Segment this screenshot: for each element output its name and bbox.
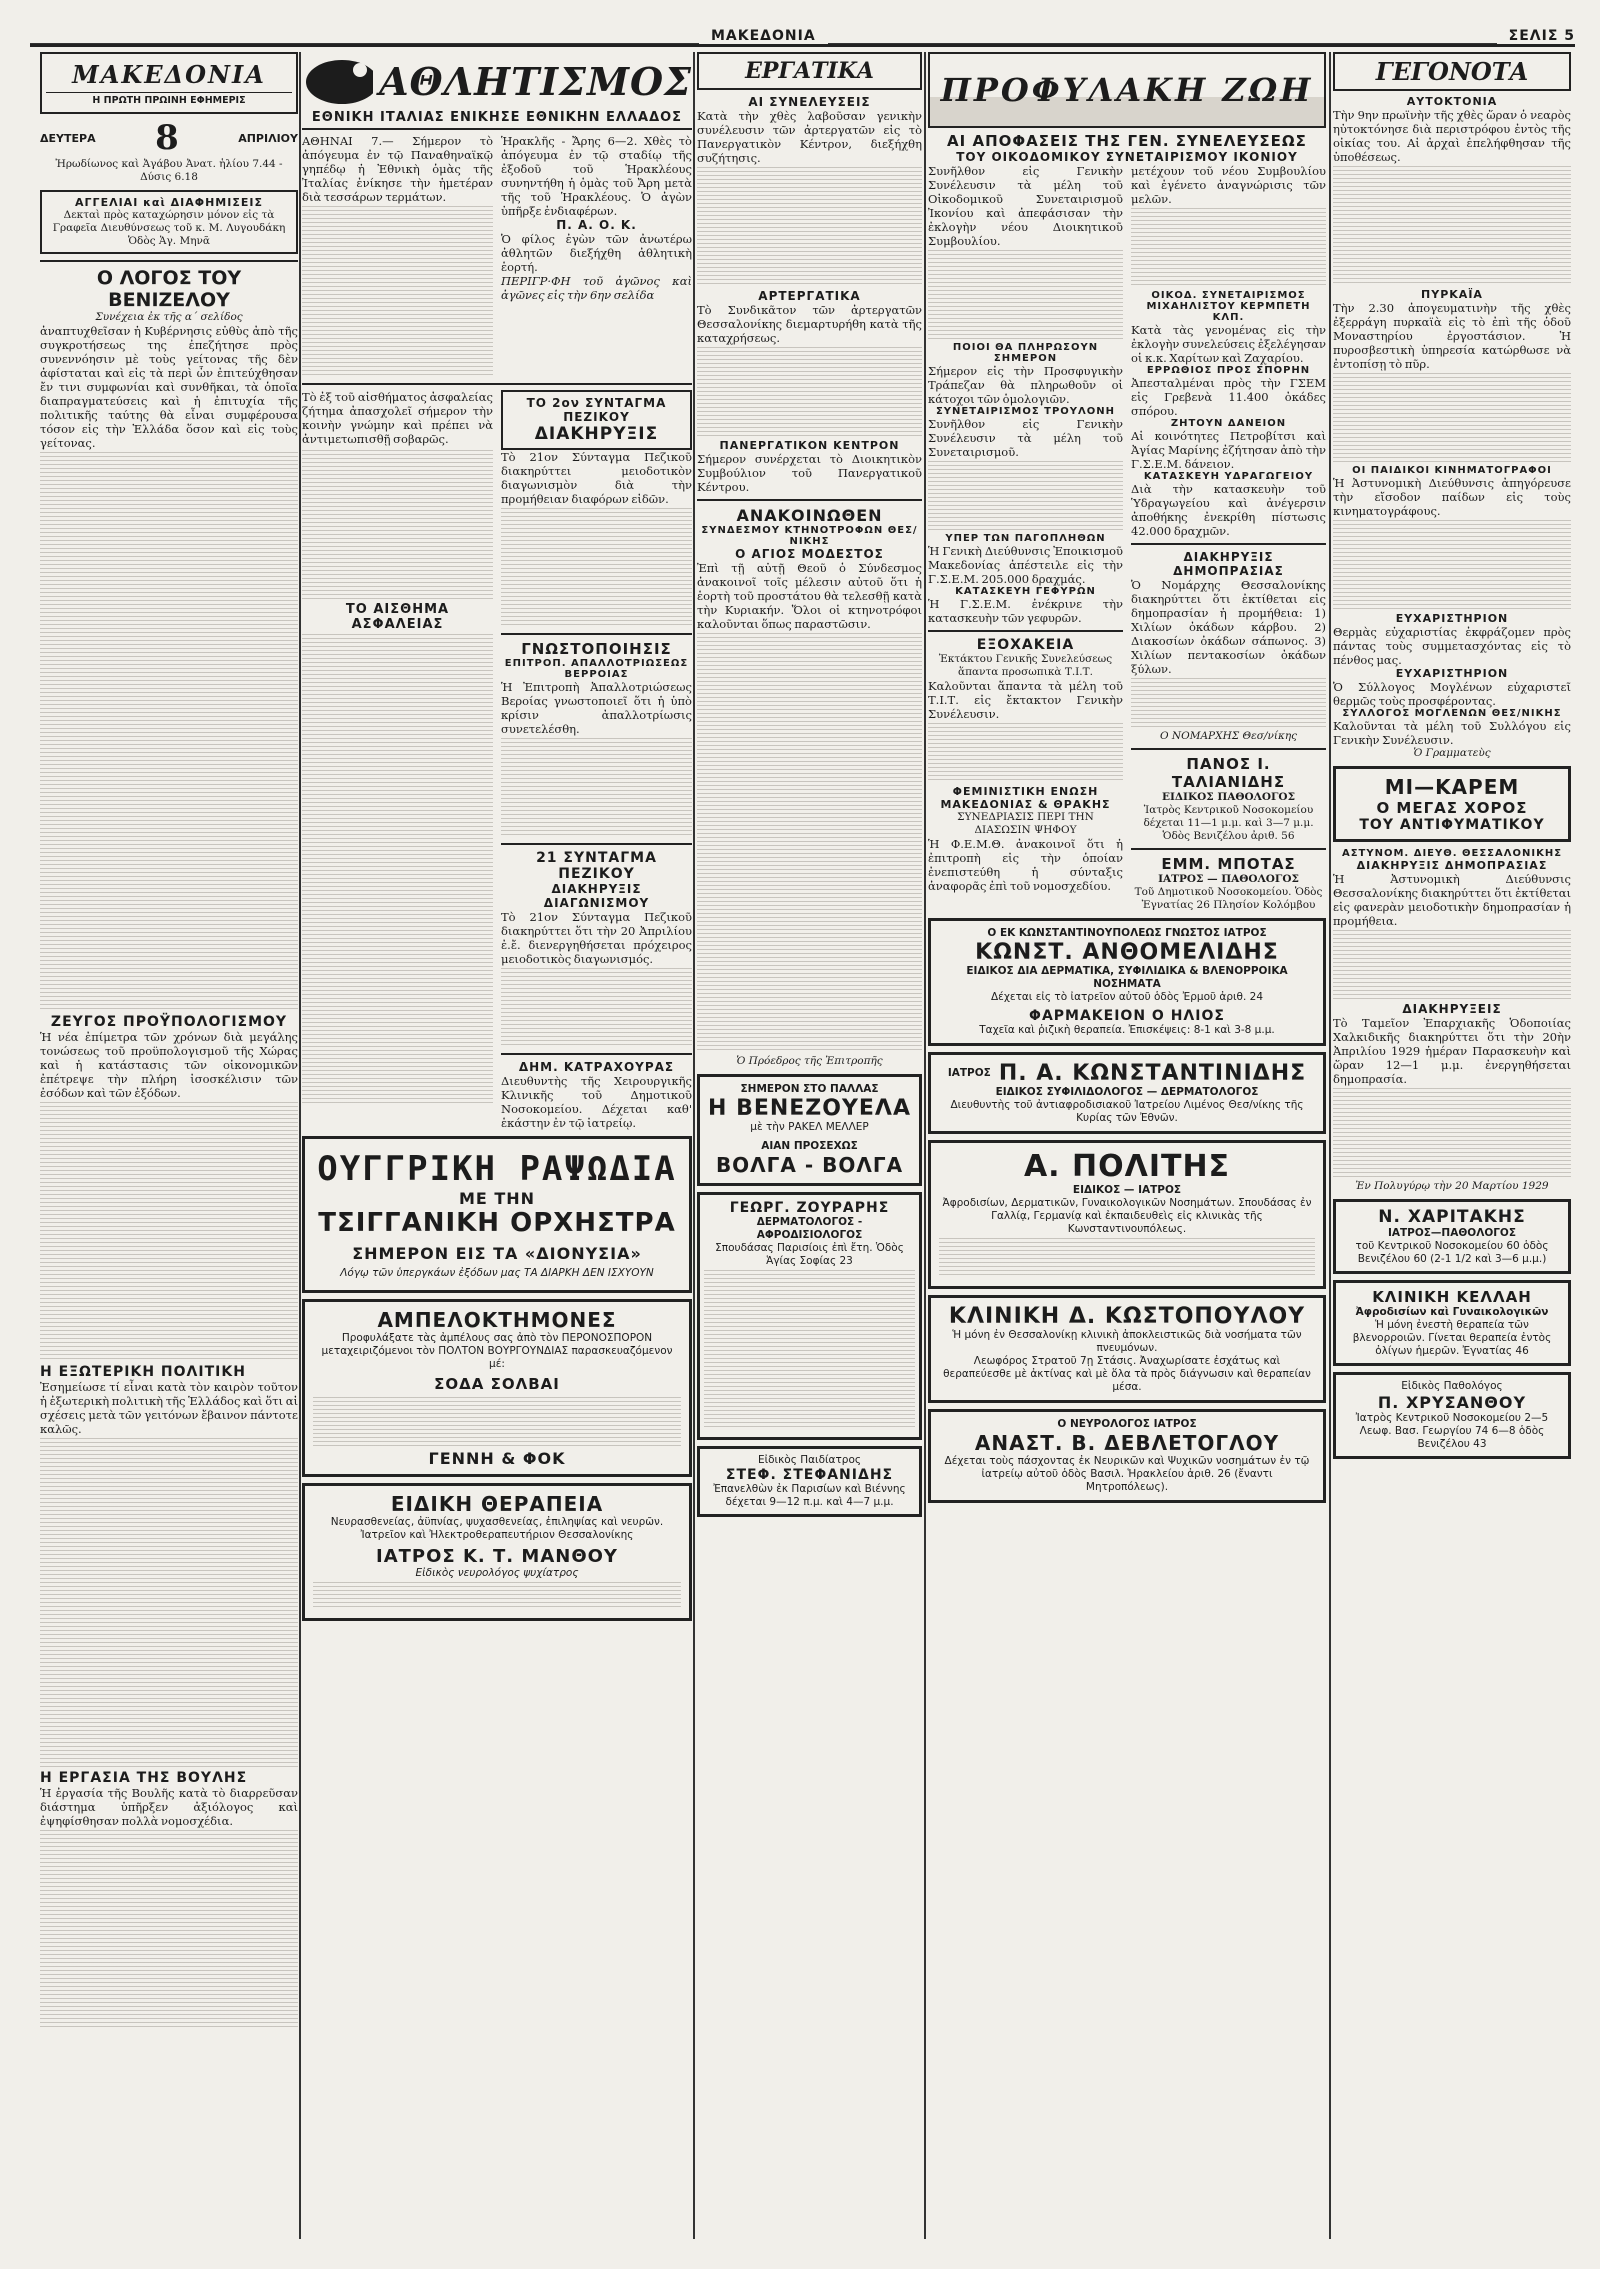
kellai-ad <box>1333 1280 1571 1366</box>
mi-careme-ad <box>1333 766 1571 842</box>
text-block <box>40 1102 298 1362</box>
sowing-title: ΕΡΡΩΘΙΟΣ ΠΡΟΣ ΣΠΟΡΗΝ <box>1146 365 1311 376</box>
venezuela-title: Η ΒΕΝΕΖΟΥΕΛΑ <box>708 1096 911 1121</box>
fire-title: ΠΥΡΚΑΪΑ <box>1421 288 1483 301</box>
botas-sub: ΙΑΤΡΟΣ — ΠΑΘΟΛΟΓΟΣ <box>1158 873 1299 885</box>
article-budget-text: Ἡ νέα ἐπίμετρα τῶν χρόνων διὰ μεγάλης τονώσεως τοῦ προϋπολογισμοῦ τῆς Χώρας καὶ ἡ κατάστασις τῶν οἰκονομικῶν ἐπέτρεψε τὴν πλήρη ἰσοσκέλισιν τῶν ἐσόδων καὶ τῶν ἐξόδων. <box>40 1030 298 1100</box>
article-parliament-text: Ἡ ἐργασία τῆς Βουλῆς κατὰ τὸ διαρρεῦσαν διάστημα ὑπῆρξεν ἀξιόλογος καὶ ἐψηφίσθησαν πολλὰ νομοσχέδια. <box>40 1786 298 1828</box>
therapy-specialty: Εἰδικὸς νευρολόγος ψυχίατρος <box>415 1567 579 1579</box>
vineyard-brand: ΓΕΝΝΗ & ΦΟΚ <box>428 1449 566 1468</box>
venezuela-ad <box>697 1074 922 1186</box>
vineyard-ad <box>302 1299 692 1477</box>
therapy-text: Νευρασθενείας, ἀϋπνίας, ψυχασθενείας, ἐπιληψίας καὶ νευρῶν. Ἰατρεῖον καὶ Ἠλεκτροθεραπευτήριον Θεσσαλονίκης <box>330 1516 664 1541</box>
rhapsody-with: ΜΕ ΤΗΝ <box>458 1189 536 1208</box>
text-block <box>697 633 922 1053</box>
anthomelidis-ad <box>928 918 1326 1046</box>
masthead-paper-name: ΜΑΚΕΔΟΝΙΑ <box>710 28 816 44</box>
text-block <box>40 1438 298 1768</box>
pharmacy-text: Ταχεῖα καὶ ῥιζικὴ θεραπεία. Ἐπισκέψεις: 8-1 καὶ 3-8 μ.μ. <box>979 1024 1275 1036</box>
gnosto-title: ΓΝΩΣΤΟΠΟΙΗΣΙΣ <box>521 640 672 658</box>
moglena-sign: Ὁ Γραμματεὺς <box>1413 747 1491 759</box>
kostopoulos-text: Λεωφόρος Στρατοῦ 7ῃ Στάσις. Ἀναχωρίσατε ἐσχάτως καὶ θεραπεύεσθε μὲ ἀκτίνας καὶ μὲ ὅλα τὰ πρὸς διάγνωσιν καὶ θεραπείαν μέσα. <box>943 1355 1311 1393</box>
article-parliament-title: Η ΕΡΓΑΣΙΑ ΤΗΣ ΒΟΥΛΗΣ <box>40 1770 248 1786</box>
column-divider <box>299 52 301 2239</box>
gnosto-sub: ΕΠΙΤΡΟΠ. ΑΠΑΛΛΟΤΡΙΩΣΕΩΣ ΒΕΡΡΟΙΑΣ <box>504 658 689 680</box>
regiment2-sub: ΔΙΑΚΗΡΥΞΙΣ <box>534 424 659 444</box>
date-day: ΔΕΥΤΕΡΑ <box>40 131 96 145</box>
botas-title: ΕΜΜ. ΜΠΟΤΑΣ <box>1161 855 1296 873</box>
text-block <box>1333 930 1571 1000</box>
charitakis-ad <box>1333 1199 1571 1274</box>
article-venizelos-sub: Συνέχεια ἐκ τῆς α΄ σελίδος <box>95 311 243 323</box>
michailistou-text: Κατὰ τὰς γενομένας εἰς τὴν ἐκλογὴν συνελεύσεις ἐξελέγησαν οἱ κ.κ. Χαρίτων καὶ Ζαχαρίου. <box>1131 323 1326 365</box>
gnosto-text: Ἡ Ἐπιτροπὴ Ἀπαλλοτριώσεως Βεροίας γνωστοποιεῖ ὅτι ἡ ὑπὸ κρίσιν ἀπαλλοτρίωσις συνετελέσθη. <box>501 680 692 736</box>
text-block <box>1333 373 1571 463</box>
date-month: ΑΠΡΙΛΙΟΥ <box>238 131 298 145</box>
ikonion-text2: μετέχουν τοῦ νέου Συμβουλίου καὶ ἐγένετο ἀναγνώρισις τῶν μελῶν. <box>1131 164 1326 206</box>
anthomelidis-pre: Ο ΕΚ ΚΩΝΣΤΑΝΤΙΝΟΥΠΟΛΕΩΣ ΓΝΩΣΤΟΣ ΙΑΤΡΟΣ <box>987 927 1267 939</box>
labour-text1: Κατὰ τὴν χθὲς λαβοῦσαν γενικὴν συνέλευσιν τῶν ἀρτεργατῶν εἰς τὸ Πανεργατικὸν Κέντρον, διεξήχθη συζήτησις. <box>697 109 922 165</box>
charitakis-text: τοῦ Κεντρικοῦ Νοσοκομείου 60 ὁδὸς Βενιζέλου 60 (2-1 1/2 καὶ 3—6 μ.μ.) <box>1355 1240 1549 1265</box>
excursions-sub: Ἐκτάκτου Γενικῆς Συνελεύσεως ἅπαντα προσωπικὰ Τ.Ι.Τ. <box>938 653 1113 678</box>
text-block <box>302 634 493 1104</box>
text-block <box>1131 678 1326 728</box>
text-block <box>1333 166 1571 286</box>
devletoglou-title: ΑΝΑΣΤ. Β. ΔΕΒΛΕΤΟΓΛΟΥ <box>974 1431 1280 1455</box>
chrysanthou-title: Π. ΧΡΥΣΑΝΘΟΥ <box>1377 1393 1527 1412</box>
therapy-title: ΕΙΔΙΚΗ ΘΕΡΑΠΕΙΑ <box>390 1492 604 1516</box>
article-budget-title: ΖΕΥΓΟΣ ΠΡΟΫΠΟΛΟΓΙΣΜΟΥ <box>50 1014 288 1030</box>
proclamations-title: ΔΙΑΚΗΡΥΞΕΙΣ <box>1402 1002 1502 1016</box>
stefanidis-sub: Εἰδικὸς Παιδίατρος <box>757 1454 862 1466</box>
stefanidis-ad <box>697 1446 922 1517</box>
text-block <box>302 206 493 376</box>
text-block <box>697 347 922 437</box>
suicide-title: ΑΥΤΟΚΤΟΝΙΑ <box>1406 95 1498 108</box>
charitakis-sub: ΙΑΤΡΟΣ—ΠΑΘΟΛΟΓΟΣ <box>1387 1227 1517 1239</box>
announcement-text: Ἐπὶ τῇ αὐτῇ Θεοῦ ὁ Σύνδεσμος ἀνακοινοῖ τοῖς μέλεσιν αὐτοῦ ὅτι ἡ ἑορτὴ τοῦ προστάτου θὰ τελεσθῇ κατὰ τὴν Κυριακήν. Ὅλοι οἱ κτηνοτρόφοι καλοῦνται ὅπως παραστῶσιν. <box>697 561 922 631</box>
kostopoulos-ad <box>928 1295 1326 1403</box>
family-life-title: ΠΡΟΦΥΛΑΚΗ ΖΩΗ <box>940 71 1314 109</box>
troulone-text: Συνῆλθον εἰς Γενικὴν Συνέλευσιν τὰ μέλη τοῦ Συνεταιρισμοῦ. <box>928 417 1123 459</box>
devletoglou-ad <box>928 1409 1326 1503</box>
text-block <box>1131 208 1326 288</box>
ads-notice-title: ΑΓΓΕΛΙΑΙ καὶ ΔΙΑΦΗΜΙΣΕΙΣ <box>75 196 263 209</box>
frost-title: ΥΠΕΡ ΤΩΝ ΠΑΓΟΠΛΗΘΩΝ <box>945 533 1106 544</box>
sports-banner: ΑΘΛΗΤΙΣΜΟΣ <box>379 58 692 104</box>
devletoglou-text: Δέχεται τοὺς πάσχοντας ἐκ Νευρικῶν καὶ Ψυχικῶν νοσημάτων ἐν τῷ ἰατρείῳ αὐτοῦ ὁδὸς Βασιλ. Ἡρακλείου ἀριθ. 26 (ἔναντι Μητροπόλεως). <box>944 1455 1310 1493</box>
regiment2-box <box>501 390 692 450</box>
excursions-title: ΕΞΟΧΑΚΕΙΑ <box>976 637 1075 653</box>
stefanidis-text: Ἐπανελθὼν ἐκ Παρισίων καὶ Βιέννης δέχεται 9—12 π.μ. καὶ 4—7 μ.μ. <box>713 1483 906 1508</box>
sports-text: Ἡρακλῆς - Ἄρης 6—2. Χθὲς τὸ ἀπόγευμα ἐν τῷ σταδίῳ τῆς ἐξοδοῦ τοῦ Ἡρακλέους συνηντήθη ἡ ὁμὰς τοῦ Ἄρη μετὰ τῆς τοῦ Ἡρακλέους. Ὁ ἀγὼν ὑπῆρξε ἐνδιαφέρων. <box>501 134 692 218</box>
sowing-text: Ἀπεσταλμέναι πρὸς τὴν ΓΣΕΜ εἰς Γρεβενὰ 11.400 ὀκάδες σπόρου. <box>1131 376 1326 418</box>
sports-note: ΠΕΡΙΓΡ·ΦΗ τοῦ ἀγῶνος καὶ ἀγῶνες εἰς τὴν 6ην σελίδα <box>501 274 692 302</box>
feminist-text: Ἡ Φ.Ε.Μ.Θ. ἀνακοινοῖ ὅτι ἡ ἐπιτροπὴ εἰς τὴν ὁποίαν ἐνεπιστεύθη ἡ σύνταξις ἀναφορᾶς ἐπὶ τοῦ νομοσχεδίου. <box>928 837 1123 893</box>
text-block <box>928 250 1123 340</box>
text-block <box>40 1830 298 2030</box>
kellai-text: Ἡ μόνη ἐνεστὴ θεραπεία τῶν βλενορροιῶν. Γίνεται θεραπεία ἐντὸς ὀλίγων ἡμερῶν. Ἐγνατίας 46 <box>1352 1319 1552 1357</box>
ads-notice-box <box>40 190 298 254</box>
paok-title: Π. Α. Ο. Κ. <box>556 218 637 232</box>
zourares-text: Σπουδάσας Παρισίοις ἐπὶ ἔτη. Ὁδὸς Ἁγίας Σοφίας 23 <box>715 1242 904 1267</box>
article-foreign-title: Η ΕΞΩΤΕΡΙΚΗ ΠΟΛΙΤΙΚΗ <box>40 1364 246 1380</box>
text-block <box>704 1270 915 1430</box>
column-4 <box>928 52 1326 2239</box>
announcement-sign: Ὁ Πρόεδρος τῆς Ἐπιτροπῆς <box>736 1055 883 1067</box>
announcement-sub2: Ο ΑΓΙΟΣ ΜΟΔΕΣΤΟΣ <box>735 547 884 561</box>
article-venizelos-text: ἀναπτυχθεῖσαν ἡ Κυβέρνησις εὐθὺς ἀπὸ τῆς συγκροτήσεως της ἐπεζήτησε πρὸς συνεννόησιν μὲ τοὺς γείτονας τῆς δὲν ἀφίσταται καὶ εἰς τὰ περὶ ὧν ἐπιτεύχθησαν ἔν τινι συμφωνίαι καὶ συνθῆκαι, τὰ ὁποῖα διαπραγματεύσεις καὶ ἡ ἐπιτυχία τῆς πολιτικῆς ταύτης θὰ εἶναι συμφέρουσα τόσον εἰς τὴν Ἑλλάδα ὅσον καὶ εἰς τοὺς γείτονας. <box>40 324 298 450</box>
kostopoulos-sub: Ἡ μόνη ἐν Θεσσαλονίκῃ κλινικὴ ἀποκλειστικῶς διὰ νοσήματα τῶν πνευμόνων. <box>952 1329 1302 1354</box>
cinemas-title: ΟΙ ΠΑΙΔΙΚΟΙ ΚΙΝΗΜΑΤΟΓΡΑΦΟΙ <box>1352 465 1552 476</box>
labour-sub1: ΑΙ ΣΥΝΕΛΕΥΣΕΙΣ <box>748 95 871 109</box>
date-line <box>40 118 298 158</box>
events-title: ΓΕΓΟΝΟΤΑ <box>1375 57 1529 86</box>
page-masthead <box>30 22 1575 47</box>
feminist-title: ΦΕΜΙΝΙΣΤΙΚΗ ΕΝΩΣΗ <box>952 785 1099 798</box>
labour-sub2: ΑΡΤΕΡΓΑΤΙΚΑ <box>758 289 861 303</box>
kellai-title: ΚΛΙΝΙΚΗ ΚΕΛΛΑΗ <box>1372 1288 1532 1306</box>
zourares-title: ΓΕΩΡΓ. ΖΟΥΡΑΡΗΣ <box>729 1200 890 1216</box>
rhapsody-band: ΤΣΙΓΓΑΝΙΚΗ ΟΡΧΗΣΤΡΑ <box>318 1208 676 1238</box>
talianidis-text: Ἰατρὸς Κεντρικοῦ Νοσοκομείου δέχεται 11—1 μ.μ. καὶ 3—7 μ.μ. Ὁδὸς Βενιζέλου ἀριθ. 56 <box>1143 804 1314 842</box>
proclamations-text: Τὸ Ταμεῖον Ἐπαρχιακῆς Ὁδοποιίας Χαλκιδικῆς διακηρύττει ὅτι τὴν 20ὴν Ἀπριλίου 1929 ἡμέραν Παρασκευὴν καὶ ὥραν 12—1 μ.μ. ἐνεργηθήσεται δημοπρασία. <box>1333 1016 1571 1086</box>
anthomelidis-sub: ΕΙΔΙΚΟΣ ΔΙΑ ΔΕΡΜΑΤΙΚΑ, ΣΥΦΙΛΙΔΙΚΑ & ΒΛΕΝΟΡΡΟΙΚΑ ΝΟΣΗΜΑΤΑ <box>966 965 1288 990</box>
thanks-title: ΕΥΧΑΡΙΣΤΗΡΙΟΝ <box>1395 612 1509 625</box>
chrysanthou-text: Ἰατρὸς Κεντρικοῦ Νοσοκομείου 2—5 Λεωφ. Βασ. Γεωργίου 74 6—8 ὁδὸς Βενιζέλου 43 <box>1355 1412 1549 1450</box>
events-header <box>1333 52 1571 91</box>
article-venizelos-title: Ο ΛΟΓΟΣ ΤΟΥ ΒΕΝΙΖΕΛΟΥ <box>96 267 242 311</box>
talianidis-sub: ΕΙΔΙΚΟΣ ΠΑΘΟΛΟΓΟΣ <box>1162 791 1295 803</box>
date-note: Ἠρωδίωνος καὶ Ἀγάβου Ἀνατ. ἡλίου 7.44 - Δύσις 6.18 <box>55 158 283 183</box>
botas-text: Τοῦ Δημοτικοῦ Νοσοκομείου. Ὁδὸς Ἐγνατίας 26 Πλησίον Κολόμβου <box>1134 886 1323 911</box>
labour-sub3: ΠΑΝΕΡΓΑΤΙΚΟΝ ΚΕΝΤΡΟΝ <box>719 439 900 452</box>
masthead-page-label: ΣΕΛΙΣ 5 <box>1508 28 1576 44</box>
politis-sub: ΕΙΔΙΚΟΣ — ΙΑΤΡΟΣ <box>1072 1184 1182 1196</box>
ads-notice-text: Δεκταὶ πρὸς καταχώρησιν μόνον εἰς τὰ Γραφεῖα Διευθύνσεως τοῦ κ. Μ. Λυγουδάκη Ὁδὸς Ἁγ. Μηνᾶ <box>52 209 286 247</box>
auction-text: Ὁ Νομάρχης Θεσσαλονίκης διακηρύττει ὅτι ἐκτίθεται εἰς δημοπρασίαν ἡ προμήθεια: 1) Χιλίων ὀκάδων κάρβου. 2) Διακοσίων ὀκάδων σάπωνος. 3) Χιλίων πεντακοσίων ὀκάδων ξύλων. <box>1131 578 1326 676</box>
devletoglou-pre: Ο ΝΕΥΡΟΛΟΓΟΣ ΙΑΤΡΟΣ <box>1057 1418 1197 1430</box>
loan-text: Αἱ κοινότητες Πετροβίτσι καὶ Ἀγίας Μαρίνης ἐζήτησαν ἀπὸ τὴν Γ.Σ.Ε.Μ. δάνειον. <box>1131 429 1326 471</box>
aqueduct-text: Διὰ τὴν κατασκευὴν τοῦ Ὑδραγωγείου καὶ ἀνέγερσιν ἀποθήκης ἐνεκρίθη πίστωσις 42.000 δραχμῶν. <box>1131 482 1326 538</box>
sports-columns <box>302 134 692 378</box>
payments-text: Σήμερον εἰς τὴν Προσφυγικὴν Τράπεζαν θὰ πληρωθοῦν οἱ κάτοχοι τῶν ὁμολογιῶν. <box>928 364 1123 406</box>
bridges-text: Ἡ Γ.Σ.Ε.Μ. ἐνέκρινε τὴν κατασκευὴν τῶν γεφυρῶν. <box>928 597 1123 625</box>
masthead-rule <box>30 43 699 44</box>
rhapsody-venue: ΣΗΜΕΡΟΝ ΕΙΣ ΤΑ «ΔΙΟΝΥΣΙΑ» <box>352 1244 642 1263</box>
regiment2-title: ΤΟ 2ον ΣΥΝΤΑΓΜΑ ΠΕΖΙΚΟΥ <box>526 396 667 424</box>
discus-thrower-icon <box>302 52 373 110</box>
security-title: ΤΟ ΑΙΣΘΗΜΑ ΑΣΦΑΛΕΙΑΣ <box>345 602 450 632</box>
frost-text: Ἡ Γενικὴ Διεύθυνσις Ἐποικισμοῦ Μακεδονίας ἀπέστειλε εἰς τὴν Γ.Σ.Ε.Μ. 205.000 δραχμάς. <box>928 544 1123 586</box>
mi-careme-line3: ΤΟΥ ΑΝΤΙΦΥΜΑΤΙΚΟΥ <box>1359 817 1545 833</box>
labour-text2: Τὸ Συνδικᾶτον τῶν ἀρτεργατῶν Θεσσαλονίκης διεμαρτυρήθη κατὰ τῆς καταχρήσεως. <box>697 303 922 345</box>
column-5 <box>1333 52 1571 2239</box>
labour-title: ΕΡΓΑΤΙΚΑ <box>745 58 874 84</box>
anthomelidis-text: Δέχεται εἰς τὸ ἰατρεῖον αὐτοῦ ὁδὸς Ἐρμοῦ ἀριθ. 24 <box>990 991 1264 1003</box>
regiment21-sub: ΔΙΑΚΗΡΥΞΙΣ ΔΙΑΓΩΝΙΣΜΟΥ <box>543 882 650 910</box>
text-block <box>939 1238 1315 1278</box>
thanks2-title: ΕΥΧΑΡΙΣΤΗΡΙΟΝ <box>1395 667 1509 680</box>
labour-text3: Σήμερον συνέρχεται τὸ Διοικητικὸν Συμβούλιον τοῦ Πανεργατικοῦ Κέντρου. <box>697 452 922 494</box>
sports-lead: ΑΘΗΝΑΙ 7.— Σήμερον τὸ ἀπόγευμα ἐν τῷ Παναθηναϊκῷ γηπέδῳ ἡ Ἐθνικὴ ὁμὰς τῆς Ἰταλίας ἐνίκησε τὴν ἡμετέραν διὰ τεσσάρων τερμάτων. <box>302 134 493 204</box>
regiment21-text: Τὸ 21ον Σύνταγμα Πεζικοῦ διακηρύττει ὅτι τὴν 20 Ἀπριλίου ἐ.ἔ. διενεργηθήσεται πρόχειρος μειοδοτικὸς διαγωνισμός. <box>501 910 692 966</box>
col4-news <box>928 164 1326 912</box>
pharmacy-title: ΦΑΡΜΑΚΕΙΟΝ Ο ΗΛΙΟΣ <box>1029 1008 1225 1024</box>
ikonion-sub: ΤΟΥ ΟΙΚΟΔΟΜΙΚΟΥ ΣΥΝΕΤΑΙΡΙΣΜΟΥ ΙΚΟΝΙΟΥ <box>956 150 1298 164</box>
katrachouras-title: ΔΗΜ. ΚΑΤΡΑΧΟΥΡΑΣ <box>518 1060 675 1074</box>
text-block <box>501 738 692 838</box>
column-1 <box>40 52 298 2239</box>
rhapsody-title: ΟΥΓΓΡΙΚΗ ΡΑΨΩΔΙΑ <box>317 1149 677 1189</box>
chrysanthou-ad <box>1333 1372 1571 1459</box>
regiment2-text: Τὸ 21ον Σύνταγμα Πεζικοῦ διακηρύττει μειοδοτικὸν διαγωνισμὸν διὰ τὴν προμήθειαν διαφόρων εἰδῶν. <box>501 450 692 506</box>
text-block <box>1333 520 1571 610</box>
moglena-title: ΣΥΛΛΟΓΟΣ ΜΟΓΛΕΝΩΝ ΘΕΣ/ΝΙΚΗΣ <box>1342 708 1562 719</box>
therapy-ad <box>302 1483 692 1621</box>
column-3 <box>697 52 922 2239</box>
police-text: Ἡ Ἀστυνομικὴ Διεύθυνσις Θεσσαλονίκης διακηρύττει ὅτι ἐκτίθεται εἰς φανερὰν μειοδοτικὴν δημοπρασίαν ἡ προμήθεια. <box>1333 872 1571 928</box>
nameplate-title: ΜΑΚΕΔΟΝΙΑ <box>72 60 266 89</box>
michailistou-title: ΟΙΚΟΔ. ΣΥΝΕΤΑΙΡΙΣΜΟΣ ΜΙΧΑΗΛΙΣΤΟΥ ΚΕΡΜΠΕΤΗ ΚΛΠ. <box>1146 290 1311 323</box>
text-block <box>302 450 493 600</box>
zourares-ad <box>697 1192 922 1440</box>
katrachouras-text: Διευθυντὴς τῆς Χειρουργικῆς Κλινικῆς τοῦ Δημοτικοῦ Νοσοκομείου. Δέχεται καθ' ἑκάστην ἐν τῷ ἰατρείῳ. <box>501 1074 692 1130</box>
cinemas-text: Ἡ Ἀστυνομικὴ Διεύθυνσις ἀπηγόρευσε τὴν εἴσοδον παίδων εἰς τοὺς κινηματογράφους. <box>1333 476 1571 518</box>
col2-middle <box>302 390 692 1130</box>
suicide-text: Τὴν 9ην πρωϊνὴν τῆς χθὲς ὥραν ὁ νεαρὸς ηὐτοκτόνησε διὰ περιστρόφου ἐντὸς τῆς οἰκίας του. Αἱ ἀρχαὶ ἐπελήφθησαν τῆς ὑποθέσεως. <box>1333 108 1571 164</box>
regiment21-title: 21 ΣΥΝΤΑΓΜΑ ΠΕΖΙΚΟΥ <box>536 850 657 882</box>
sports-header <box>302 52 692 110</box>
police-title: ΑΣΤΥΝΟΜ. ΔΙΕΥΘ. ΘΕΣΣΑΛΟΝΙΚΗΣ <box>1341 848 1563 859</box>
police-sub: ΔΙΑΚΗΡΥΞΙΣ ΔΗΜΟΠΡΑΣΙΑΣ <box>1356 859 1548 872</box>
date-number: 8 <box>155 118 179 158</box>
anthomelidis-title: ΚΩΝΣΤ. ΑΝΘΟΜΕΛΙΔΗΣ <box>975 940 1279 965</box>
politis-ad <box>928 1140 1326 1289</box>
ikonion-title: ΑΙ ΑΠΟΦΑΣΕΙΣ ΤΗΣ ΓΕΝ. ΣΥΝΕΛΕΥΣΕΩΣ <box>947 132 1307 150</box>
troulone-title: ΣΥΝΕΤΑΙΡΙΣΜΟΣ ΤΡΟΥΛΟΝΗ <box>935 406 1116 417</box>
nameplate-subtitle: Η ΠΡΩΤΗ ΠΡΩΙΝΗ ΕΦΗΜΕΡΙΣ <box>46 92 292 106</box>
rhapsody-ad <box>302 1136 692 1293</box>
text-block <box>501 968 692 1048</box>
therapy-doctor: ΙΑΤΡΟΣ Κ. Τ. ΜΑΝΘΟΥ <box>376 1546 618 1567</box>
text-block <box>697 167 922 287</box>
text-block <box>313 1582 681 1610</box>
text-block <box>501 508 692 628</box>
announcement-sub: ΣΥΝΔΕΣΜΟΥ ΚΤΗΝΟΤΡΟΦΩΝ ΘΕΣ/ΝΙΚΗΣ <box>701 525 918 547</box>
text-block <box>1333 1088 1571 1178</box>
konstantinidis-text: Διευθυντὴς τοῦ ἀντιαφροδισιακοῦ Ἰατρείου Λιμένος Θεσ/νίκης τῆς Κυρίας τῶν Ἐθνῶν. <box>950 1099 1304 1124</box>
volga-title: ΒΟΛΓΑ - ΒΟΛΓΑ <box>715 1153 904 1177</box>
konstantinidis-title: Π. Α. ΚΩΝΣΤΑΝΤΙΝΙΔΗΣ <box>998 1061 1307 1086</box>
proclamations-date: Ἐν Πολυγύρῳ τὴν 20 Μαρτίου 1929 <box>1355 1180 1549 1192</box>
venezuela-with: μὲ τὴν ΡΑΚΕΛ ΜΕΛΛΕΡ <box>750 1121 869 1133</box>
aqueduct-title: ΚΑΤΑΣΚΕΥΗ ΥΔΡΑΓΩΓΕΙΟΥ <box>1143 471 1314 482</box>
kellai-sub: Ἀφροδισίων καὶ Γυναικολογικῶν <box>1355 1306 1549 1318</box>
moglena-text: Καλοῦνται τὰ μέλη τοῦ Συλλόγου εἰς Γενικὴν Συνέλευσιν. <box>1333 719 1571 747</box>
konstantinidis-pre: ΙΑΤΡΟΣ <box>947 1067 991 1079</box>
text-block <box>928 461 1123 531</box>
auction-title: ΔΙΑΚΗΡΥΞΙΣ ΔΗΜΟΠΡΑΣΙΑΣ <box>1173 550 1284 578</box>
masthead-rule <box>828 43 1497 44</box>
feminist-sub: ΜΑΚΕΔΟΝΙΑΣ & ΘΡΑΚΗΣ <box>940 798 1111 811</box>
chrysanthou-sub: Εἰδικὸς Παθολόγος <box>1401 1380 1503 1392</box>
family-life-header <box>928 52 1326 128</box>
security-intro: Τὸ ἐξ τοῦ αἰσθήματος ἀσφαλείας ζήτημα ἀπασχολεῖ σήμερον τὴν κοινὴν γνώμην καὶ πρέπει νὰ ἀντιμετωπισθῇ σοβαρῶς. <box>302 390 493 446</box>
mi-careme-line2: Ο ΜΕΓΑΣ ΧΟΡΟΣ <box>1376 799 1528 817</box>
thanks-text: Θερμὰς εὐχαριστίας ἐκφράζομεν πρὸς πάντας τοὺς συμμετασχόντας εἰς τὸ πένθος μας. <box>1333 625 1571 667</box>
text-block <box>928 723 1123 783</box>
payments-title: ΠΟΙΟΙ ΘΑ ΠΛΗΡΩΣΟΥΝ ΣΗΜΕΡΟΝ <box>952 342 1099 364</box>
paok-text: Ὁ φίλος ἐγὼν τῶν ἀνωτέρω ἀθλητῶν διεξήχθη ἀθλητικὴ ἑορτή. <box>501 232 692 274</box>
column-divider <box>693 52 695 2239</box>
announcement-title: ΑΝΑΚΟΙΝΩΘΕΝ <box>736 506 883 525</box>
column-2 <box>302 52 692 2239</box>
stefanidis-title: ΣΤΕΦ. ΣΤΕΦΑΝΙΔΗΣ <box>725 1467 894 1483</box>
vineyard-text: Προφυλάξατε τὰς ἀμπέλους σας ἀπὸ τὸν ΠΕΡΟΝΟΣΠΟΡΟΝ μεταχειριζόμενοι τὸν ΠΟΛΤΟΝ ΒΟΥΡΓΟΥΝΔΙΑΣ παρασκευαζόμενον μέ: <box>321 1332 673 1370</box>
kostopoulos-title: ΚΛΙΝΙΚΗ Δ. ΚΩΣΤΟΠΟΥΛΟΥ <box>948 1304 1306 1329</box>
article-foreign-text: Ἐσημείωσε τί εἶναι κατὰ τὸν καιρὸν τοῦτον ἡ ἐξωτερικὴ πολιτικὴ τῆς Ἑλλάδος καὶ ὅτι αἱ σχέσεις μετὰ τῶν γειτόνων ἔβαινον πάντοτε καλῶς. <box>40 1380 298 1436</box>
labour-header <box>697 52 922 90</box>
venezuela-today: ΣΗΜΕΡΟΝ ΣΤΟ ΠΑΛΛΑΣ <box>740 1083 879 1095</box>
bridges-title: ΚΑΤΑΣΚΕΥΗ ΓΕΦΥΡΩΝ <box>955 586 1096 597</box>
fire-text: Τὴν 2.30 ἀπογευματινὴν τῆς χθὲς ἐξερράγη πυρκαϊὰ εἰς τὸ ἐπὶ τῆς ὁδοῦ Μοναστηρίου ἐργοστάσιον. Ἡ πυροσβεστικὴ ὑπηρεσία κατώρθωσε νὰ ἐντοπίσῃ τὸ πῦρ. <box>1333 301 1571 371</box>
vineyard-soda: ΣΟΔΑ ΣΟΛΒΑΙ <box>434 1375 560 1393</box>
excursions-text: Καλοῦνται ἅπαντα τὰ μέλη τοῦ Τ.Ι.Τ. εἰς ἔκτακτον Γενικὴν Συνέλευσιν. <box>928 679 1123 721</box>
rhapsody-note: Λόγῳ τῶν ὑπεργκάων ἐξόδων μας ΤΑ ΔΙΑΡΚΗ ΔΕΝ ΙΣΧΥΟΥΝ <box>340 1267 654 1279</box>
politis-text: Ἀφροδισίων, Δερματικῶν, Γυναικολογικῶν Νοσημάτων. Σπουδάσας ἐν Γαλλίᾳ, Γερμανίᾳ καὶ ἐκπαιδευθεὶς εἰς κλινικὰς τῆς Κωνσταντινουπόλεως. <box>942 1197 1312 1235</box>
vineyard-title: ΑΜΠΕΛΟΚΤΗΜΟΝΕΣ <box>377 1308 617 1332</box>
konstantinidis-sub: ΕΙΔΙΚΟΣ ΣΥΦΙΛΙΔΟΛΟΓΟΣ — ΔΕΡΜΑΤΟΛΟΓΟΣ <box>995 1086 1259 1098</box>
thanks2-text: Ὁ Σύλλογος Μογλένων εὐχαριστεῖ θερμῶς τοὺς προσφέροντας. <box>1333 680 1571 708</box>
feminist-sub2: ΣΥΝΕΔΡΙΑΣΙΣ ΠΕΡΙ ΤΗΝ ΔΙΑΣΩΣΙΝ ΨΗΦΟΥ <box>957 811 1094 836</box>
volga-pre: ΑΙΑΝ ΠΡΟΣΕΧΩΣ <box>761 1140 858 1152</box>
column-divider <box>924 52 926 2239</box>
sports-subheading: ΕΘΝΙΚΗ ΙΤΑΛΙΑΣ ΕΝΙΚΗΣΕ ΕΘΝΙΚΗΝ ΕΛΛΑΔΟΣ <box>302 110 692 130</box>
nameplate-box <box>40 52 298 114</box>
talianidis-title: ΠΑΝΟΣ Ι. ΤΑΛΙΑΝΙΔΗΣ <box>1171 755 1286 791</box>
text-block <box>313 1397 681 1447</box>
politis-title: Α. ΠΟΛΙΤΗΣ <box>1023 1149 1231 1184</box>
auction-sign: Ο ΝΟΜΑΡΧΗΣ Θεσ/νίκης <box>1159 730 1298 742</box>
ikonion-text: Συνῆλθον εἰς Γενικὴν Συνέλευσιν τὰ μέλη τοῦ Οἰκοδομικοῦ Συνεταιρισμοῦ Ἰκονίου καὶ ἀπεφάσισαν τὴν ἐκλογὴν νέου Διοικητικοῦ Συμβουλίου. <box>928 164 1123 248</box>
text-block <box>40 452 298 1012</box>
charitakis-title: Ν. ΧΑΡΙΤΑΚΗΣ <box>1378 1207 1526 1227</box>
konstantinidis-ad <box>928 1052 1326 1134</box>
loan-title: ΖΗΤΟΥΝ ΔΑΝΕΙΟΝ <box>1170 418 1287 429</box>
zourares-sub: ΔΕΡΜΑΤΟΛΟΓΟΣ - ΑΦΡΟΔΙΣΙΟΛΟΓΟΣ <box>756 1216 863 1241</box>
mi-careme-title: ΜΙ—ΚΑΡΕΜ <box>1384 775 1520 799</box>
column-divider <box>1329 52 1331 2239</box>
